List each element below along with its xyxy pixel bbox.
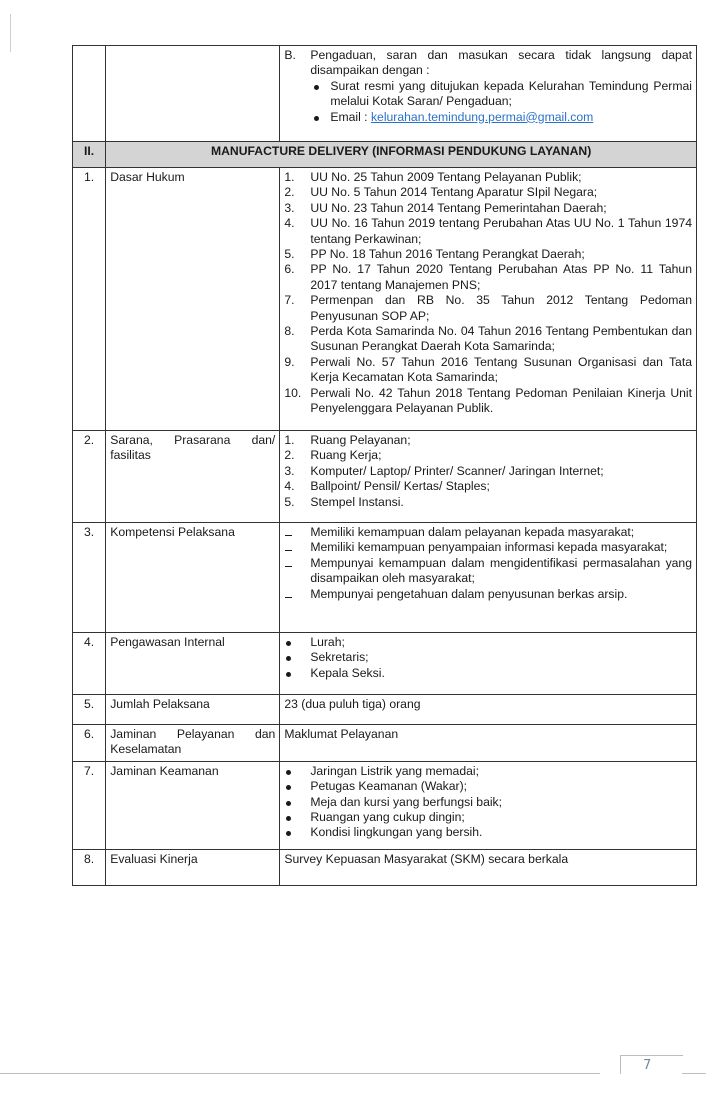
row-number: 3. (73, 523, 106, 633)
list-item: Ballpoint/ Pensil/ Kertas/ Staples; (310, 479, 490, 494)
table-row-jaminan-keamanan (73, 761, 697, 849)
cell-no-empty (73, 46, 106, 142)
table-row-evaluasi (73, 849, 697, 885)
list-item: Perwali No. 57 Tahun 2016 Tentang Susunan Organisasi dan Tata Kerja Kecamatan Kota Samarinda; (310, 354, 692, 385)
list-item: Ruangan yang cukup dingin; (310, 810, 465, 825)
list-marker: 4. (284, 479, 295, 494)
bullet-icon (314, 116, 319, 121)
list-item: Lurah; (310, 635, 345, 649)
list-item: UU No. 25 Tahun 2009 Tentang Pelayanan Publik; (310, 170, 582, 184)
footer-rule-tail (682, 1073, 706, 1074)
list-item: Jaringan Listrik yang memadai; (310, 763, 479, 778)
list-item: UU No. 5 Tahun 2014 Tentang Aparatur SIpil Negara; (310, 185, 598, 200)
table-row-pengawasan (73, 633, 697, 695)
bullet-icon (314, 85, 319, 90)
list-marker: 5. (284, 494, 295, 509)
dash-marker-icon (285, 566, 292, 567)
row-name: Jumlah Pelaksana (106, 695, 280, 725)
list-item: UU No. 16 Tahun 2019 tentang Perubahan Atas UU No. 1 Tahun 1974 tentang Perkawinan; (310, 216, 692, 246)
row-number: 7. (73, 761, 106, 849)
row-name: Dasar Hukum (106, 168, 280, 431)
table-row-dasar-hukum (73, 168, 697, 431)
list-marker: 1. (284, 170, 295, 184)
row-number: 4. (73, 633, 106, 695)
page-number: 7 (643, 1058, 652, 1073)
list-item: Mempunyai pengetahuan dalam penyusunan berkas arsip. (310, 586, 628, 601)
footer-rule (0, 1073, 600, 1074)
pengaduan-bullet-surat: Surat resmi yang ditujukan kepada Kelurahan Temindung Permai melalui Kotak Saran/ Pengaduan; (330, 78, 692, 109)
list-item: Stempel Instansi. (310, 494, 404, 509)
section-number: II. (73, 142, 106, 168)
list-item: Mempunyai kemampuan dalam mengidentifikasi permasalahan yang disampaikan oleh masyarakat; (310, 555, 692, 586)
section-title: MANUFACTURE DELIVERY (INFORMASI PENDUKUNG LAYANAN) (106, 142, 697, 168)
row-number: 8. (73, 849, 106, 885)
list-item: PP No. 17 Tahun 2020 Tentang Perubahan Atas PP No. 11 Tahun 2017 tentang Manajemen PNS; (310, 262, 692, 292)
list-marker: 9. (284, 354, 295, 369)
list-marker: 8. (284, 324, 295, 339)
table-row-jumlah (73, 695, 697, 725)
bullet-icon (286, 641, 291, 646)
list-item: Memiliki kemampuan penyampaian informasi kepada masyarakat; (310, 540, 668, 555)
list-item: Permenpan dan RB No. 35 Tahun 2012 Tentang Pedoman Penyusunan SOP AP; (310, 293, 692, 323)
list-item: Komputer/ Laptop/ Printer/ Scanner/ Jaringan Internet; (310, 463, 604, 478)
row-description (280, 633, 697, 695)
row-number: 6. (73, 725, 106, 762)
list-marker: 6. (284, 262, 295, 277)
section-header-row (73, 142, 697, 168)
table-row-jaminan-pelayanan (73, 725, 697, 762)
row-description (280, 761, 697, 849)
service-standard-table (72, 45, 697, 886)
list-marker: B. (284, 48, 296, 62)
pengaduan-text: Pengaduan, saran dan masukan secara tidak langsung dapat disampaikan dengan : (310, 48, 692, 78)
list-marker: 3. (284, 200, 295, 215)
row-description: Maklumat Pelayanan (280, 725, 697, 762)
dash-marker-icon (285, 535, 292, 536)
list-marker: 7. (284, 293, 295, 308)
dash-marker-icon (285, 550, 292, 551)
bullet-icon (286, 831, 291, 836)
row-description (280, 523, 697, 633)
scan-edge-mark (10, 14, 11, 52)
row-name: Jaminan Keamanan (106, 761, 280, 849)
row-number: 1. (73, 168, 106, 431)
bullet-icon (286, 770, 291, 775)
list-item: Perda Kota Samarinda No. 04 Tahun 2016 Tentang Pembentukan dan Susunan Perangkat Daerah Kota Samarinda; (310, 324, 692, 354)
bullet-icon (286, 656, 291, 661)
list-marker: 10. (284, 385, 302, 400)
bullet-icon (286, 816, 291, 821)
row-number: 5. (73, 695, 106, 725)
row-description (280, 431, 697, 523)
list-item: Memiliki kemampuan dalam pelayanan kepada masyarakat; (310, 525, 635, 539)
row-name: Sarana, Prasarana dan/ fasilitas (106, 431, 280, 523)
list-marker: 4. (284, 216, 295, 231)
list-item: UU No. 23 Tahun 2014 Tentang Pemerintahan Daerah; (310, 200, 607, 215)
cell-pengaduan (280, 46, 697, 142)
list-marker: 1. (284, 433, 295, 447)
row-number: 2. (73, 431, 106, 523)
list-item: Petugas Keamanan (Wakar); (310, 779, 468, 794)
dash-marker-icon (285, 597, 292, 598)
list-item: Ruang Pelayanan; (310, 433, 411, 447)
list-item: Kepala Seksi. (310, 665, 385, 680)
list-marker: 3. (284, 463, 295, 478)
list-marker: 2. (284, 448, 295, 463)
footer-page-box (620, 1055, 683, 1074)
row-description (280, 168, 697, 431)
bullet-icon (286, 785, 291, 790)
list-item: Sekretaris; (310, 650, 369, 665)
row-description: Survey Kepuasan Masyarakat (SKM) secara berkala (280, 849, 697, 885)
list-item: Kondisi lingkungan yang bersih. (310, 825, 483, 840)
list-item: Perwali No. 42 Tahun 2018 Tentang Pedoman Penilaian Kinerja Unit Penyelenggara Pelayanan Publik. (310, 385, 692, 416)
bullet-icon (286, 672, 291, 677)
row-name: Evaluasi Kinerja (106, 849, 280, 885)
cell-name-empty (106, 46, 280, 142)
row-name: Kompetensi Pelaksana (106, 523, 280, 633)
row-name: Jaminan Pelayanan dan Keselamatan (106, 725, 280, 762)
table-row-kompetensi (73, 523, 697, 633)
list-item: Meja dan kursi yang berfungsi baik; (310, 794, 503, 809)
row-name: Pengawasan Internal (106, 633, 280, 695)
email-prefix: Email : (330, 109, 371, 124)
list-marker: 5. (284, 247, 295, 262)
list-item: PP No. 18 Tahun 2016 Tentang Perangkat Daerah; (310, 247, 585, 262)
table-row-pengaduan (73, 46, 697, 142)
email-link[interactable]: kelurahan.temindung.permai@gmail.com (370, 109, 594, 124)
list-item: Ruang Kerja; (310, 448, 382, 463)
list-marker: 2. (284, 185, 295, 200)
row-description: 23 (dua puluh tiga) orang (280, 695, 697, 725)
table-row-sarana (73, 431, 697, 523)
bullet-icon (286, 801, 291, 806)
